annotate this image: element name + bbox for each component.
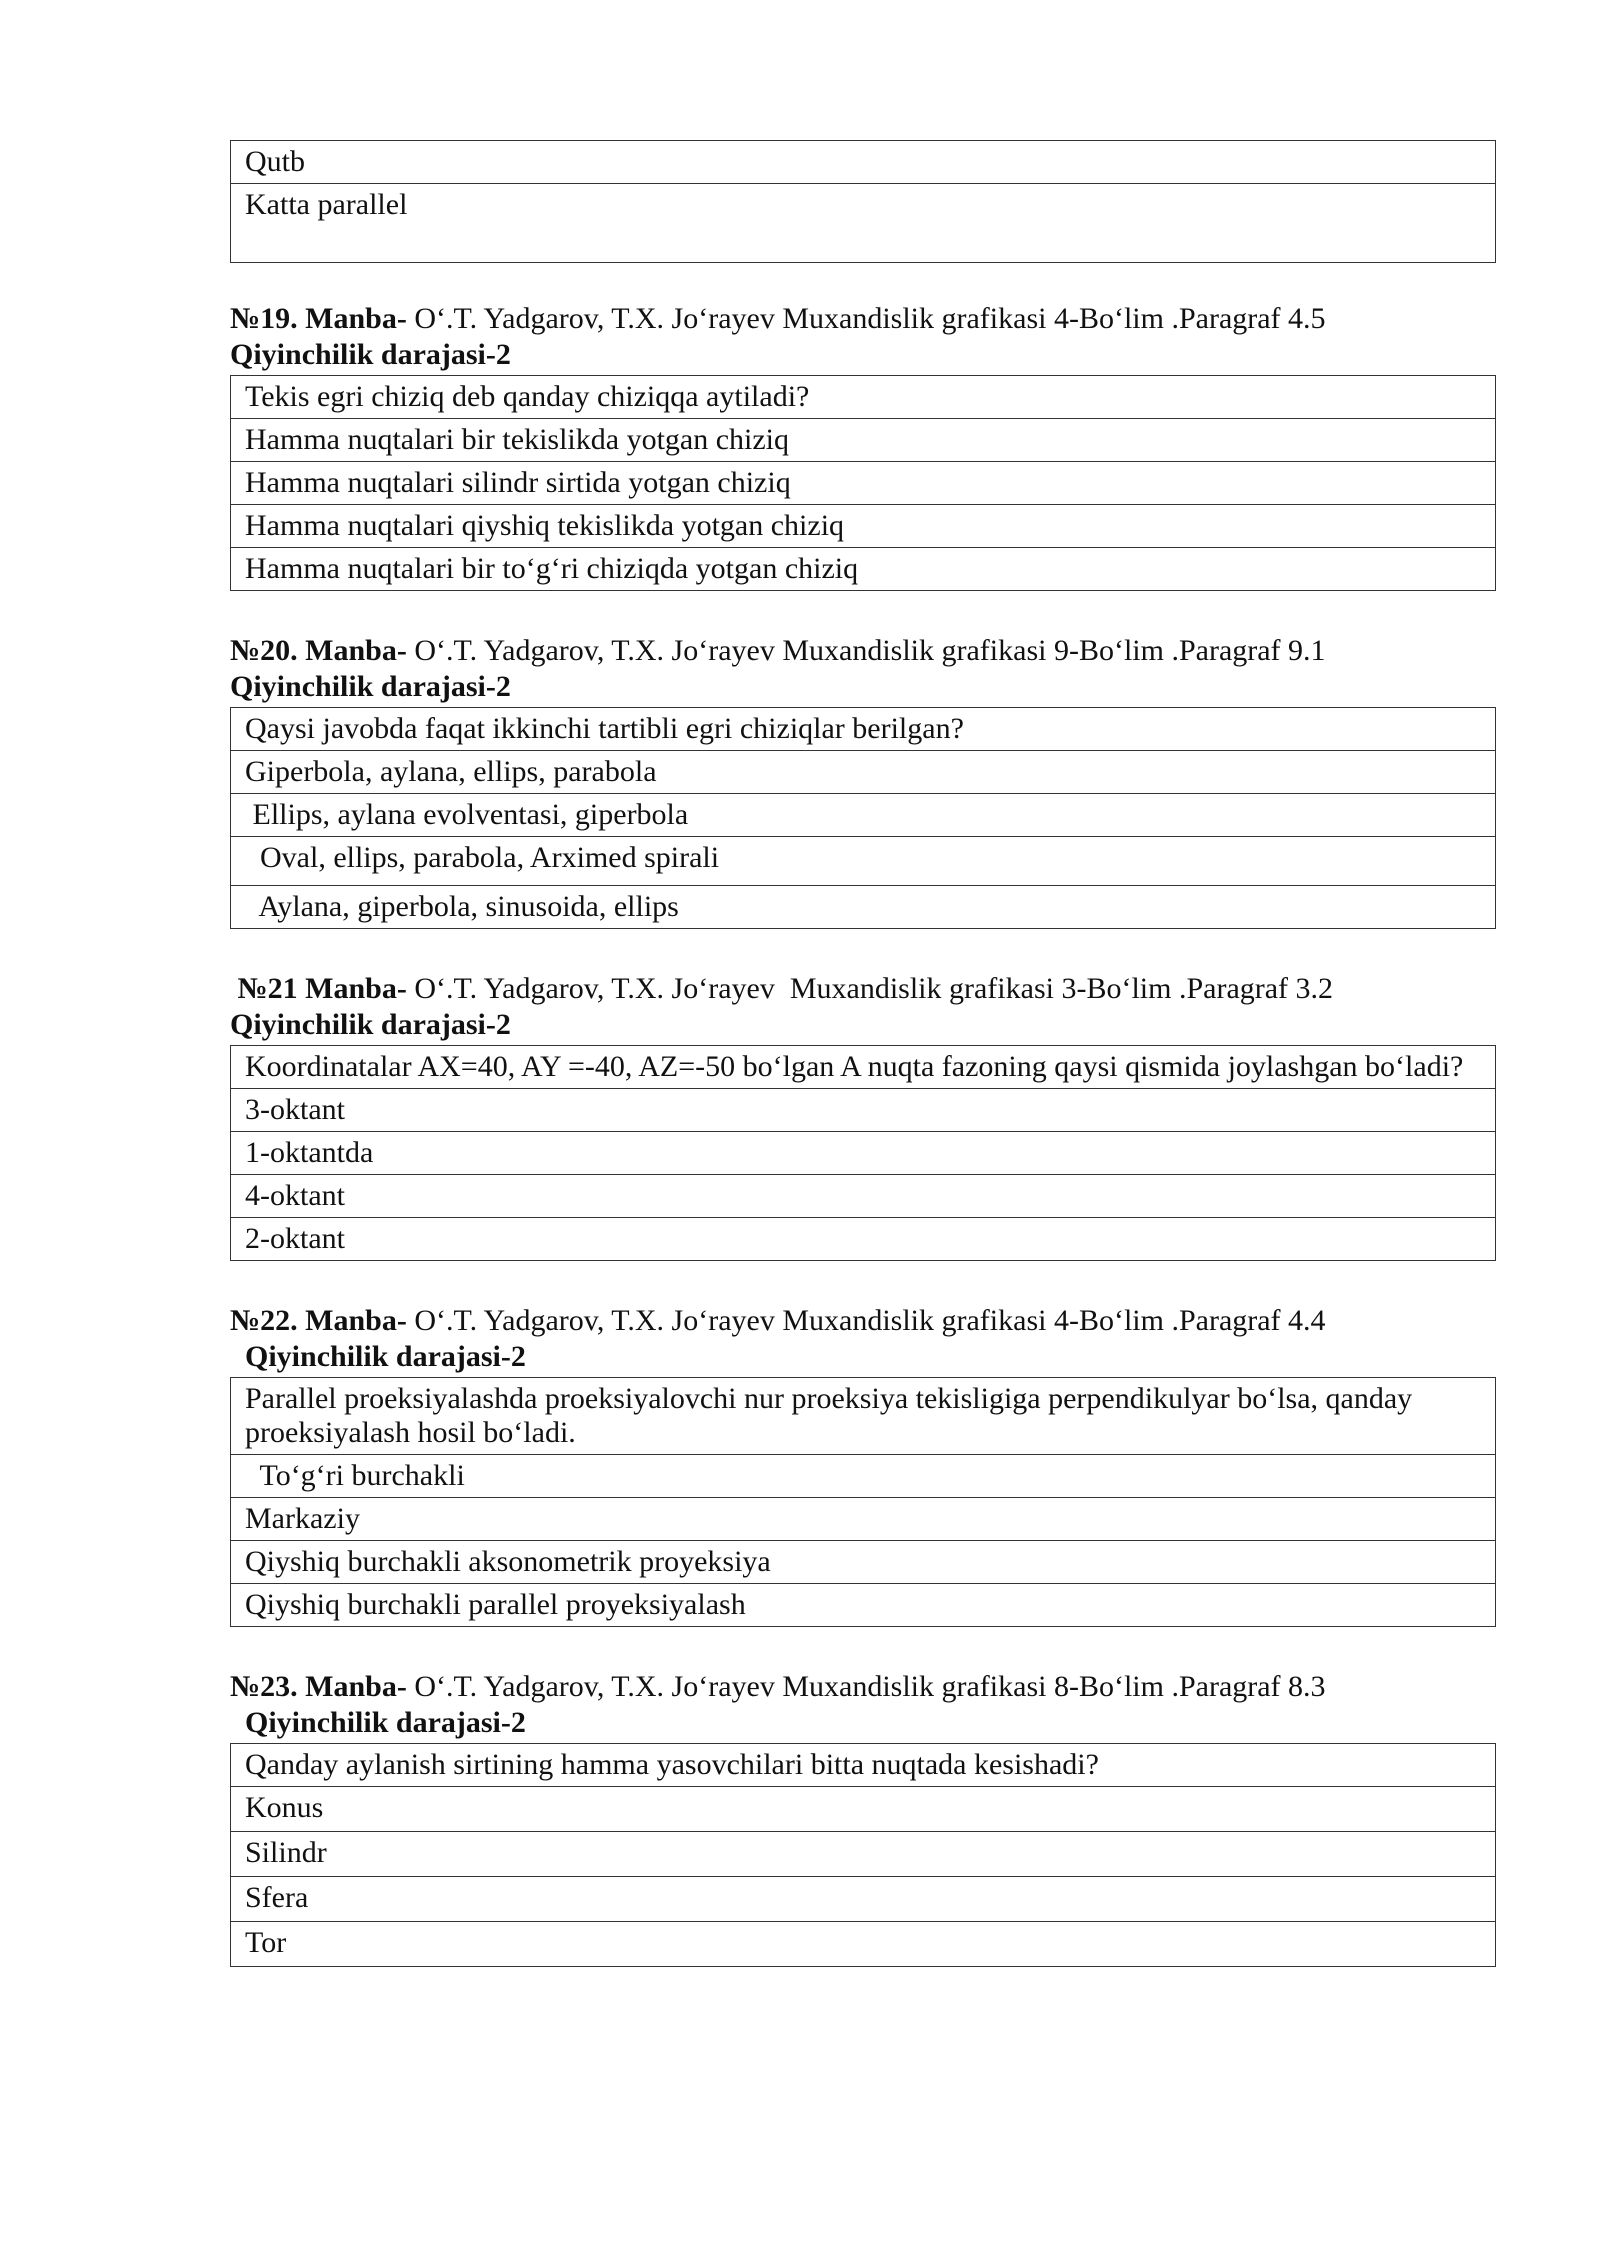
table-row (231, 751, 1496, 794)
table-row (231, 1455, 1496, 1498)
answer-cell: Qiyshiq burchakli parallel proyeksiyalash (231, 1584, 1496, 1627)
question-block-21 (230, 971, 1496, 1261)
table-row (231, 462, 1496, 505)
answer-cell: 1-oktantda (231, 1132, 1496, 1175)
question-table (230, 707, 1496, 929)
answer-cell: Qiyshiq burchakli aksonometrik proyeksiya (231, 1541, 1496, 1584)
table-row (231, 1175, 1496, 1218)
table-row (231, 419, 1496, 462)
question-header: №21 Manba- O‘.T. Yadgarov, T.X. Jo‘rayev Muxandislik grafikasi 3-Bo‘lim .Paragraf 3.2 (230, 972, 1334, 1005)
table-row (231, 1877, 1496, 1922)
table-row (231, 376, 1496, 419)
question-block-22 (230, 1303, 1496, 1627)
question-block-23 (230, 1669, 1496, 1967)
table-row (231, 794, 1496, 837)
table-row (231, 1744, 1496, 1787)
question-cell: Koordinatalar AX=40, AY =-40, AZ=-50 bo‘lgan A nuqta fazoning qaysi qismida joylashgan bo‘ladi? (231, 1046, 1496, 1089)
answer-cell: Oval, ellips, parabola, Arximed spirali (231, 837, 1496, 886)
table-row (231, 141, 1496, 184)
table-row (231, 1132, 1496, 1175)
table-row (231, 1089, 1496, 1132)
top-answer-table (230, 140, 1496, 263)
question-table (230, 1045, 1496, 1261)
question-table (230, 1377, 1496, 1627)
table-row (231, 505, 1496, 548)
difficulty-level: Qiyinchilik darajasi-2 (230, 1706, 526, 1739)
table-row (231, 1378, 1496, 1455)
table-row (231, 708, 1496, 751)
table-row (231, 1922, 1496, 1967)
difficulty-level: Qiyinchilik darajasi-2 (230, 338, 511, 371)
answer-cell: Hamma nuqtalari bir to‘g‘ri chiziqda yotgan chiziq (231, 548, 1496, 591)
answer-cell: Hamma nuqtalari qiyshiq tekislikda yotgan chiziq (231, 505, 1496, 548)
table-row (231, 1218, 1496, 1261)
table-row (231, 184, 1496, 263)
question-cell: Tekis egri chiziq deb qanday chiziqqa aytiladi? (231, 376, 1496, 419)
table-row (231, 1787, 1496, 1832)
answer-cell: Sfera (231, 1877, 1496, 1922)
answer-cell: 2-oktant (231, 1218, 1496, 1261)
answer-cell: Hamma nuqtalari bir tekislikda yotgan chiziq (231, 419, 1496, 462)
question-table (230, 1743, 1496, 1967)
answer-cell: Tor (231, 1922, 1496, 1967)
difficulty-level: Qiyinchilik darajasi-2 (230, 670, 511, 703)
question-cell: Qanday aylanish sirtining hamma yasovchilari bitta nuqtada kesishadi? (231, 1744, 1496, 1787)
question-block-20 (230, 633, 1496, 929)
question-header: №19. Manba- O‘.T. Yadgarov, T.X. Jo‘rayev Muxandislik grafikasi 4-Bo‘lim .Paragraf 4.5 (230, 302, 1326, 335)
question-table (230, 375, 1496, 591)
answer-cell: Katta parallel (231, 184, 1496, 263)
answer-cell: Konus (231, 1787, 1496, 1832)
question-cell: Qaysi javobda faqat ikkinchi tartibli egri chiziqlar berilgan? (231, 708, 1496, 751)
answer-cell: 4-oktant (231, 1175, 1496, 1218)
question-header: №22. Manba- O‘.T. Yadgarov, T.X. Jo‘rayev Muxandislik grafikasi 4-Bo‘lim .Paragraf 4.4 (230, 1304, 1326, 1337)
table-row (231, 1046, 1496, 1089)
difficulty-level: Qiyinchilik darajasi-2 (230, 1340, 526, 1373)
answer-cell: Silindr (231, 1832, 1496, 1877)
answer-cell: Aylana, giperbola, sinusoida, ellips (231, 886, 1496, 929)
table-row (231, 1498, 1496, 1541)
answer-cell: Qutb (231, 141, 1496, 184)
question-block-19 (230, 301, 1496, 591)
table-row (231, 1584, 1496, 1627)
question-cell: Parallel proeksiyalashda proeksiyalovchi nur proeksiya tekisligiga perpendikulyar bo‘lsa, qanday proeksiyalash hosil bo‘ladi. (231, 1378, 1496, 1455)
answer-cell: Markaziy (231, 1498, 1496, 1541)
table-row (231, 886, 1496, 929)
document-page (230, 140, 1496, 1967)
table-row (231, 1541, 1496, 1584)
answer-cell: Ellips, aylana evolventasi, giperbola (231, 794, 1496, 837)
question-header: №20. Manba- O‘.T. Yadgarov, T.X. Jo‘rayev Muxandislik grafikasi 9-Bo‘lim .Paragraf 9.1 (230, 634, 1326, 667)
table-row (231, 548, 1496, 591)
answer-cell: 3-oktant (231, 1089, 1496, 1132)
question-header: №23. Manba- O‘.T. Yadgarov, T.X. Jo‘rayev Muxandislik grafikasi 8-Bo‘lim .Paragraf 8.3 (230, 1670, 1326, 1703)
answer-cell: Hamma nuqtalari silindr sirtida yotgan chiziq (231, 462, 1496, 505)
answer-cell: Giperbola, aylana, ellips, parabola (231, 751, 1496, 794)
difficulty-level: Qiyinchilik darajasi-2 (230, 1008, 511, 1041)
answer-cell: To‘g‘ri burchakli (231, 1455, 1496, 1498)
table-row (231, 1832, 1496, 1877)
table-row (231, 837, 1496, 886)
